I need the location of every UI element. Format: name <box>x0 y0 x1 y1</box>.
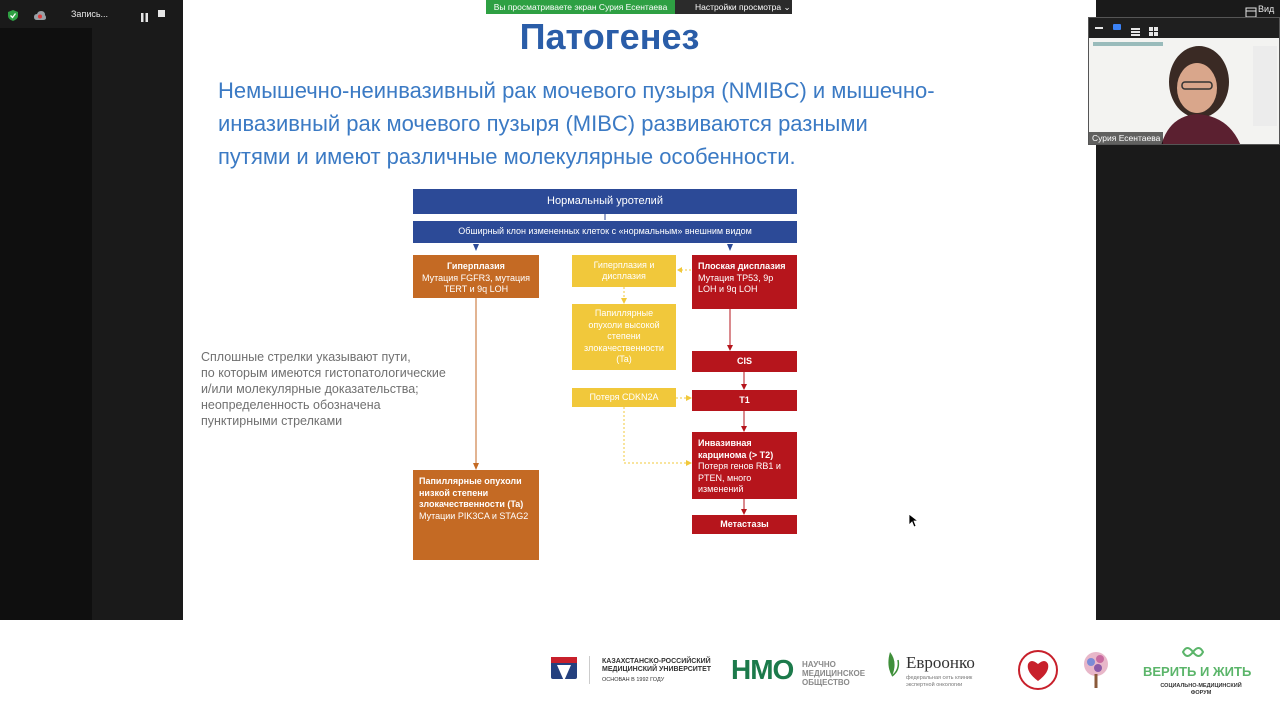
nmo-text: НАУЧНО МЕДИЦИНСКОЕ ОБЩЕСТВО <box>802 660 866 687</box>
low-grade-body: Мутации PIK3CA и STAG2 <box>419 510 529 521</box>
note-line: и/или молекулярные доказательства; <box>201 382 419 396</box>
speaker-view-icon[interactable] <box>1113 24 1121 30</box>
krmu-founded: ОСНОВАН В 1992 ГОДУ <box>602 677 665 683</box>
krmu-logo-icon <box>549 653 579 685</box>
subtitle-line: Немышечно-неинвазивный рак мочевого пузыря (NMIBC) и мышечно- <box>218 78 935 103</box>
hyperplasia-title: Гиперплазия <box>447 261 505 271</box>
evroonko-name: Евроонко <box>906 653 975 672</box>
evroonko-leaf-icon <box>884 652 900 676</box>
box-cdkn2a-loss: Потеря CDKN2A <box>572 388 676 407</box>
participant-name-label: Сурия Есентаева <box>1089 132 1163 144</box>
slide-title: Патогенез <box>519 16 700 57</box>
hyperplasia-body: Мутация FGFR3, мутация TERT и 9q LOH <box>421 272 531 294</box>
invasive-title: Инвазивная карцинома (> T2) <box>698 438 774 460</box>
verit-name: ВЕРИТЬ И ЖИТЬ <box>1143 664 1252 679</box>
flat-dysplasia-body: Мутация TP53, 9р LOH и 9q LOH <box>698 272 774 294</box>
recording-label: Запись... <box>71 9 109 19</box>
subtitle-line: путями и имеют различные молекулярные особенности. <box>218 144 796 169</box>
mouse-cursor-icon <box>909 514 918 528</box>
minimize-icon[interactable] <box>1095 27 1103 29</box>
low-grade-title: Папиллярные опухоли низкой степени злокачественности (Ta) <box>419 476 524 509</box>
nmo-logo: НМО <box>731 654 794 685</box>
box-cis: CIS <box>692 351 797 372</box>
box-metastases: Метастазы <box>692 515 797 534</box>
screen-sharing-banner: Вы просматриваете экран Сурия Есентаева <box>486 0 675 14</box>
box-hyperplasia <box>413 255 539 298</box>
chevron-down-icon: ⌄ <box>783 2 791 12</box>
note-line: пунктирными стрелками <box>201 414 343 428</box>
view-options-label: Настройки просмотра <box>695 2 782 12</box>
box-hyperplasia-dysplasia: Гиперплазия и дисплазия <box>572 255 676 287</box>
invasive-body: Потеря генов RB1 и PTEN, много изменений <box>698 461 781 494</box>
logo-divider <box>589 656 590 684</box>
box-t1: T1 <box>692 390 797 411</box>
note-line: неопределенность обозначена <box>201 398 381 412</box>
verit-logo-icon <box>1181 644 1205 660</box>
sponsor-bar <box>0 620 1280 720</box>
box-altered-clone: Обширный клон измененных клеток с «нормальным» внешним видом <box>413 221 797 243</box>
box-invasive-carcinoma <box>692 432 797 499</box>
strip-view-icon[interactable] <box>1131 23 1140 31</box>
flat-dysplasia-title: Плоская дисплазия <box>698 261 786 271</box>
note-line: по которым имеются гистопатологические <box>201 366 446 380</box>
webcam-side-strip <box>1253 46 1277 126</box>
box-high-grade-papillary: Папиллярные опухоли высокой степени злокачественности (Ta) <box>572 304 676 370</box>
box-flat-dysplasia <box>692 255 797 309</box>
note-line: Сплошные стрелки указывают пути, <box>201 350 411 364</box>
box-low-grade-papillary <box>413 470 539 560</box>
grid-view-icon[interactable] <box>1149 23 1158 32</box>
subtitle-line: инвазивный рак мочевого пузыря (MIBC) развиваются разными <box>218 111 868 136</box>
view-options-button[interactable] <box>675 0 792 14</box>
box-normal-urothelium: Нормальный уротелий <box>413 189 797 214</box>
evroonko-text: федеральная сеть клиник экспертной онкологии <box>906 675 973 688</box>
participant-video[interactable] <box>1088 17 1280 145</box>
krmu-name: КАЗАХСТАНСКО-РОССИЙСКИЙ МЕДИЦИНСКИЙ УНИВЕРСИТЕТ <box>602 658 712 673</box>
video-toolbar <box>1089 18 1280 38</box>
tree-logo-icon <box>1081 650 1111 690</box>
heart-emblem-icon <box>1018 650 1058 690</box>
view-button[interactable]: Вид <box>1258 4 1275 14</box>
participant-silhouette <box>1151 42 1251 145</box>
verit-text: СОЦИАЛЬНО-МЕДИЦИНСКИЙ ФОРУМ <box>1160 683 1242 696</box>
